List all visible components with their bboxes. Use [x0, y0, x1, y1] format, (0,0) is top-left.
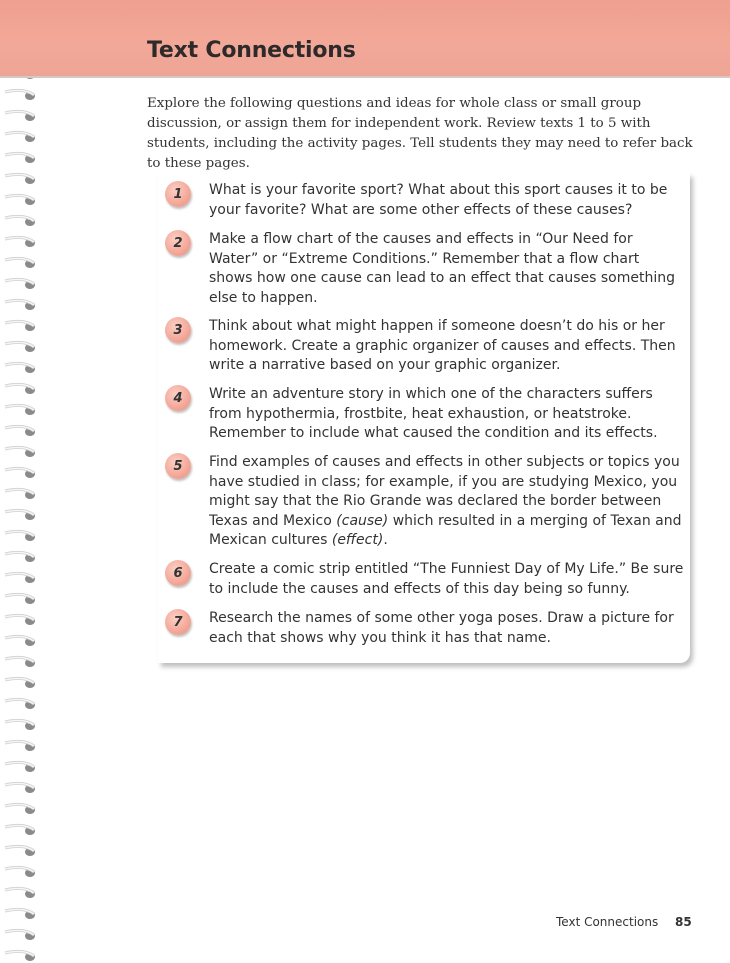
number-badge: 7 [165, 609, 191, 635]
item-text: Think about what might happen if someone doesn’t do his or her homework. Create a graphic organizer of causes and effects. Then write a narrative based on your graphic organizer. [209, 318, 676, 373]
number-badge: 5 [165, 453, 191, 479]
spiral-coil-icon [4, 151, 36, 165]
spiral-coil-icon [4, 613, 36, 627]
spiral-coil-icon [4, 550, 36, 564]
item-text: What is your favorite sport? What about this sport causes it to be your favorite? What are some other effects of these causes? [209, 182, 668, 218]
spiral-coil-icon [4, 172, 36, 186]
text-run: which resulted in a merging of Texan and Mexican cultures [209, 512, 682, 548]
text-run: . [383, 532, 388, 548]
spiral-coil-icon [4, 214, 36, 228]
number-badge: 4 [165, 385, 191, 411]
spiral-coil-icon [4, 634, 36, 648]
item-text: Make a flow chart of the causes and effects in “Our Need for Water” or “Extreme Conditions.” Remember that a flow chart shows how one cause can lead to an effect that causes something else to happen. [209, 231, 676, 306]
spiral-binding [0, 0, 40, 955]
spiral-coil-icon [4, 445, 36, 459]
spiral-coil-icon [4, 529, 36, 543]
item-text: Write an adventure story in which one of the characters suffers from hypothermia, frostbite, heat exhaustion, or heatstroke. Remember to include what caused the condition and its effects. [209, 386, 658, 441]
spiral-coil-icon [4, 508, 36, 522]
spiral-coil-icon [4, 886, 36, 900]
spiral-coil-icon [4, 739, 36, 753]
spiral-coil-icon [4, 361, 36, 375]
number-badge: 3 [165, 317, 191, 343]
spiral-coil-icon [4, 403, 36, 417]
cause-label: (cause) [336, 512, 389, 529]
spiral-coil-icon [4, 571, 36, 585]
header-band [0, 0, 730, 78]
spiral-coil-icon [4, 760, 36, 774]
spiral-coil-icon [4, 781, 36, 795]
text-run: Find examples of causes and effects in other subjects or topics you have studied in class; for example, if you are studying Mexico, you might say that the Rio Grande was declared the border between Texas and Mexico [209, 454, 680, 529]
spiral-coil-icon [4, 277, 36, 291]
item-text [209, 453, 685, 551]
footer-section-label: Text Connections [556, 915, 659, 929]
spiral-coil-icon [4, 382, 36, 396]
number-badge: 1 [165, 181, 191, 207]
number-badge: 6 [165, 560, 191, 586]
page-title: Text Connections [147, 38, 356, 63]
spiral-coil-icon [4, 844, 36, 858]
spiral-coil-icon [4, 802, 36, 816]
spiral-coil-icon [4, 256, 36, 270]
spiral-coil-icon [4, 466, 36, 480]
spiral-coil-icon [4, 487, 36, 501]
intro-paragraph: Explore the following questions and ideas for whole class or small group discussion, or assign them for independent work. Review texts 1 to 5 with students, including the activity pages. Tell students they may need to refer back to these pages. [147, 96, 693, 171]
spiral-coil-icon [4, 298, 36, 312]
spiral-coil-icon [4, 949, 36, 963]
spiral-coil-icon [4, 865, 36, 879]
effect-label: (effect) [331, 532, 384, 548]
spiral-coil-icon [4, 592, 36, 606]
page-number: 85 [675, 915, 692, 929]
spiral-coil-icon [4, 907, 36, 921]
spiral-coil-icon [4, 193, 36, 207]
spiral-coil-icon [4, 130, 36, 144]
spiral-coil-icon [4, 655, 36, 669]
spiral-coil-icon [4, 424, 36, 438]
spiral-coil-icon [4, 88, 36, 102]
spiral-coil-icon [4, 235, 36, 249]
spiral-coil-icon [4, 340, 36, 354]
spiral-coil-icon [4, 697, 36, 711]
spiral-coil-icon [4, 676, 36, 690]
item-text: Create a comic strip entitled “The Funniest Day of My Life.” Be sure to include the causes and effects of this day being so funny. [209, 561, 684, 597]
spiral-coil-icon [4, 109, 36, 123]
spiral-coil-icon [4, 319, 36, 333]
spiral-coil-icon [4, 928, 36, 942]
item-text: Research the names of some other yoga poses. Draw a picture for each that shows why you think it has that name. [209, 610, 674, 646]
spiral-coil-icon [4, 718, 36, 732]
number-badge: 2 [165, 230, 191, 256]
spiral-coil-icon [4, 823, 36, 837]
